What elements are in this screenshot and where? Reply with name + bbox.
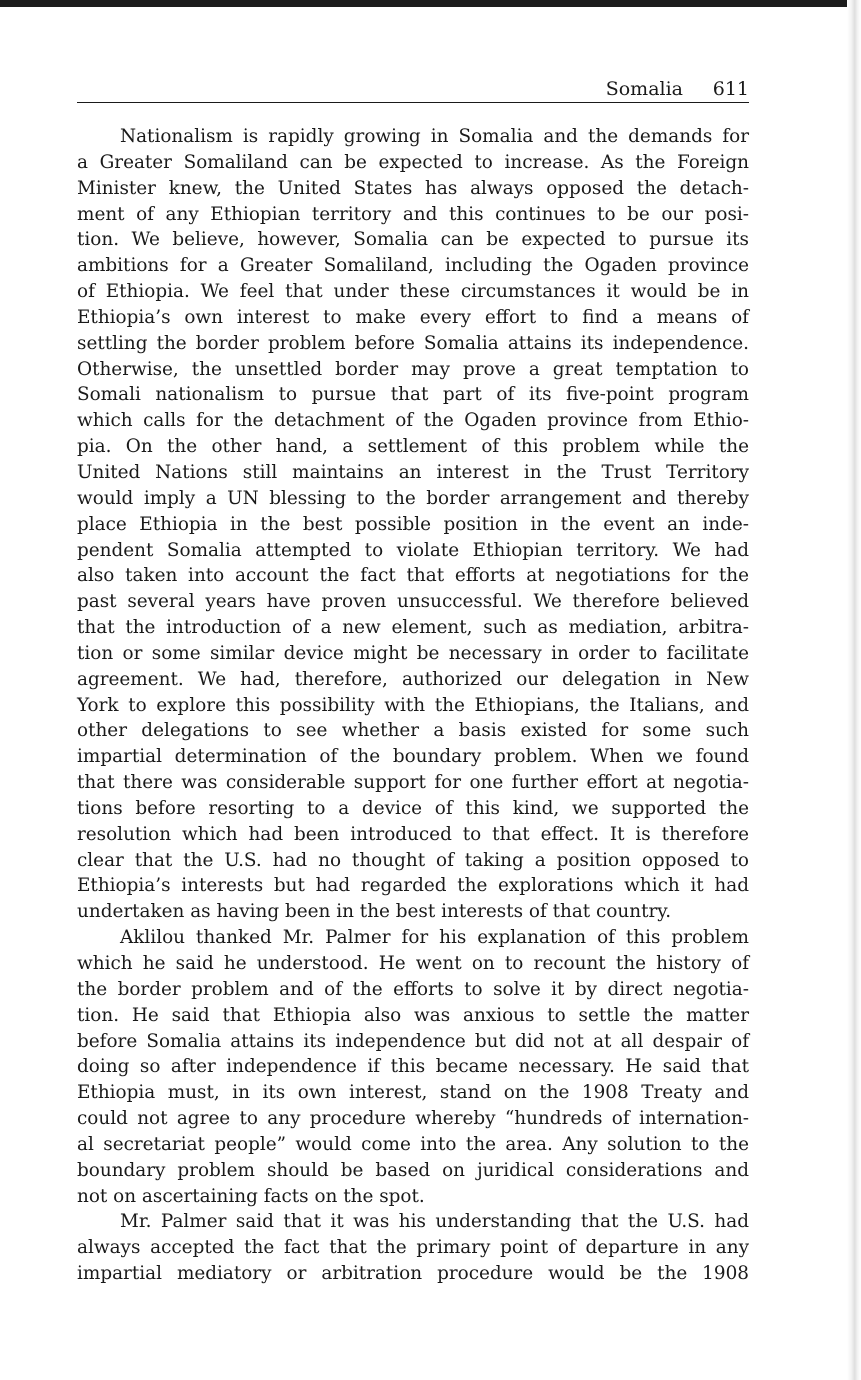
text-line: tion. He said that Ethiopia also was anxious to settle the matter [77, 1004, 749, 1026]
text-line: the border problem and of the efforts to solve it by direct negotia- [77, 978, 749, 1000]
text-line: past several years have proven unsuccessful. We therefore believed [77, 591, 749, 613]
text-line: before Somalia attains its independence but did not at all despair of [77, 1030, 749, 1052]
text-line: tion or some similar device might be necessary in order to facilitate [77, 642, 749, 664]
body-text [77, 124, 749, 1287]
text-line: agreement. We had, therefore, authorized our delegation in New [77, 668, 749, 690]
text-line: impartial determination of the boundary problem. When we found [77, 746, 749, 768]
text-line: Somali nationalism to pursue that part of its five-point program [77, 384, 749, 406]
text-line: York to explore this possibility with the Ethiopians, the Italians, and [77, 694, 749, 716]
paragraph [77, 124, 749, 925]
paragraph [77, 925, 749, 1209]
text-line: Nationalism is rapidly growing in Somalia and the demands for [120, 126, 749, 147]
text-line: always accepted the fact that the primary point of departure in any [77, 1237, 749, 1259]
text-line: ambitions for a Greater Somaliland, including the Ogaden province [77, 255, 749, 277]
page-number: 611 [712, 78, 749, 100]
text-line: could not agree to any procedure whereby “hundreds of internation- [77, 1108, 749, 1130]
text-line: pendent Somalia attempted to violate Ethiopian territory. We had [77, 539, 749, 561]
text-line: other delegations to see whether a basis existed for some such [77, 720, 749, 742]
text-line: of Ethiopia. We feel that under these circumstances it would be in [77, 281, 749, 303]
text-line: would imply a UN blessing to the border arrangement and thereby [77, 487, 749, 509]
text-line: clear that the U.S. had no thought of taking a position opposed to [77, 849, 749, 871]
text-line: Ethiopia’s own interest to make every effort to find a means of [77, 306, 749, 328]
text-line: tion. We believe, however, Somalia can be expected to pursue its [77, 229, 749, 251]
text-line: ment of any Ethiopian territory and this continues to be our posi- [77, 203, 749, 225]
text-line: al secretariat people” would come into the area. Any solution to the [77, 1133, 749, 1155]
paragraph [77, 1209, 749, 1287]
text-line: that the introduction of a new element, such as mediation, arbitra- [77, 617, 749, 639]
text-line: doing so after independence if this became necessary. He said that [77, 1056, 749, 1078]
text-line: tions before resorting to a device of this kind, we supported the [77, 797, 749, 819]
text-line: place Ethiopia in the best possible position in the event an inde- [77, 513, 749, 535]
text-line: impartial mediatory or arbitration procedure would be the 1908 [77, 1263, 749, 1285]
text-line: also taken into account the fact that efforts at negotiations for the [77, 565, 749, 587]
text-line: boundary problem should be based on juridical considerations and [77, 1159, 749, 1181]
text-line: Otherwise, the unsettled border may prove a great temptation to [77, 358, 749, 380]
text-line: Ethiopia must, in its own interest, stand on the 1908 Treaty and [77, 1082, 749, 1104]
text-line: a Greater Somaliland can be expected to increase. As the Foreign [77, 151, 749, 173]
page-header [77, 78, 749, 103]
running-title: Somalia [605, 78, 683, 100]
text-line: which he said he understood. He went on to recount the history of [77, 953, 749, 974]
text-line: Ethiopia’s interests but had regarded the explorations which it had [77, 875, 749, 897]
text-line: resolution which had been introduced to that effect. It is therefore [77, 823, 749, 845]
text-line: undertaken as having been in the best interests of that country. [77, 901, 672, 923]
text-line: Aklilou thanked Mr. Palmer for his explanation of this problem [120, 927, 749, 949]
text-line: not on ascertaining facts on the spot. [77, 1185, 425, 1207]
text-line: which calls for the detachment of the Ogaden province from Ethio- [77, 410, 749, 432]
text-line: Mr. Palmer said that it was his understanding that the U.S. had [120, 1211, 749, 1233]
text-line: United Nations still maintains an interest in the Trust Territory [77, 461, 749, 483]
text-line: that there was considerable support for one further effort at negotia- [77, 772, 749, 794]
text-line: Minister knew, the United States has always opposed the detach- [77, 177, 749, 199]
text-line: settling the border problem before Somalia attains its independence. [77, 332, 749, 354]
page-edge-shadow [847, 0, 861, 1380]
page-top-border [0, 0, 861, 7]
text-line: pia. On the other hand, a settlement of this problem while the [77, 436, 749, 458]
